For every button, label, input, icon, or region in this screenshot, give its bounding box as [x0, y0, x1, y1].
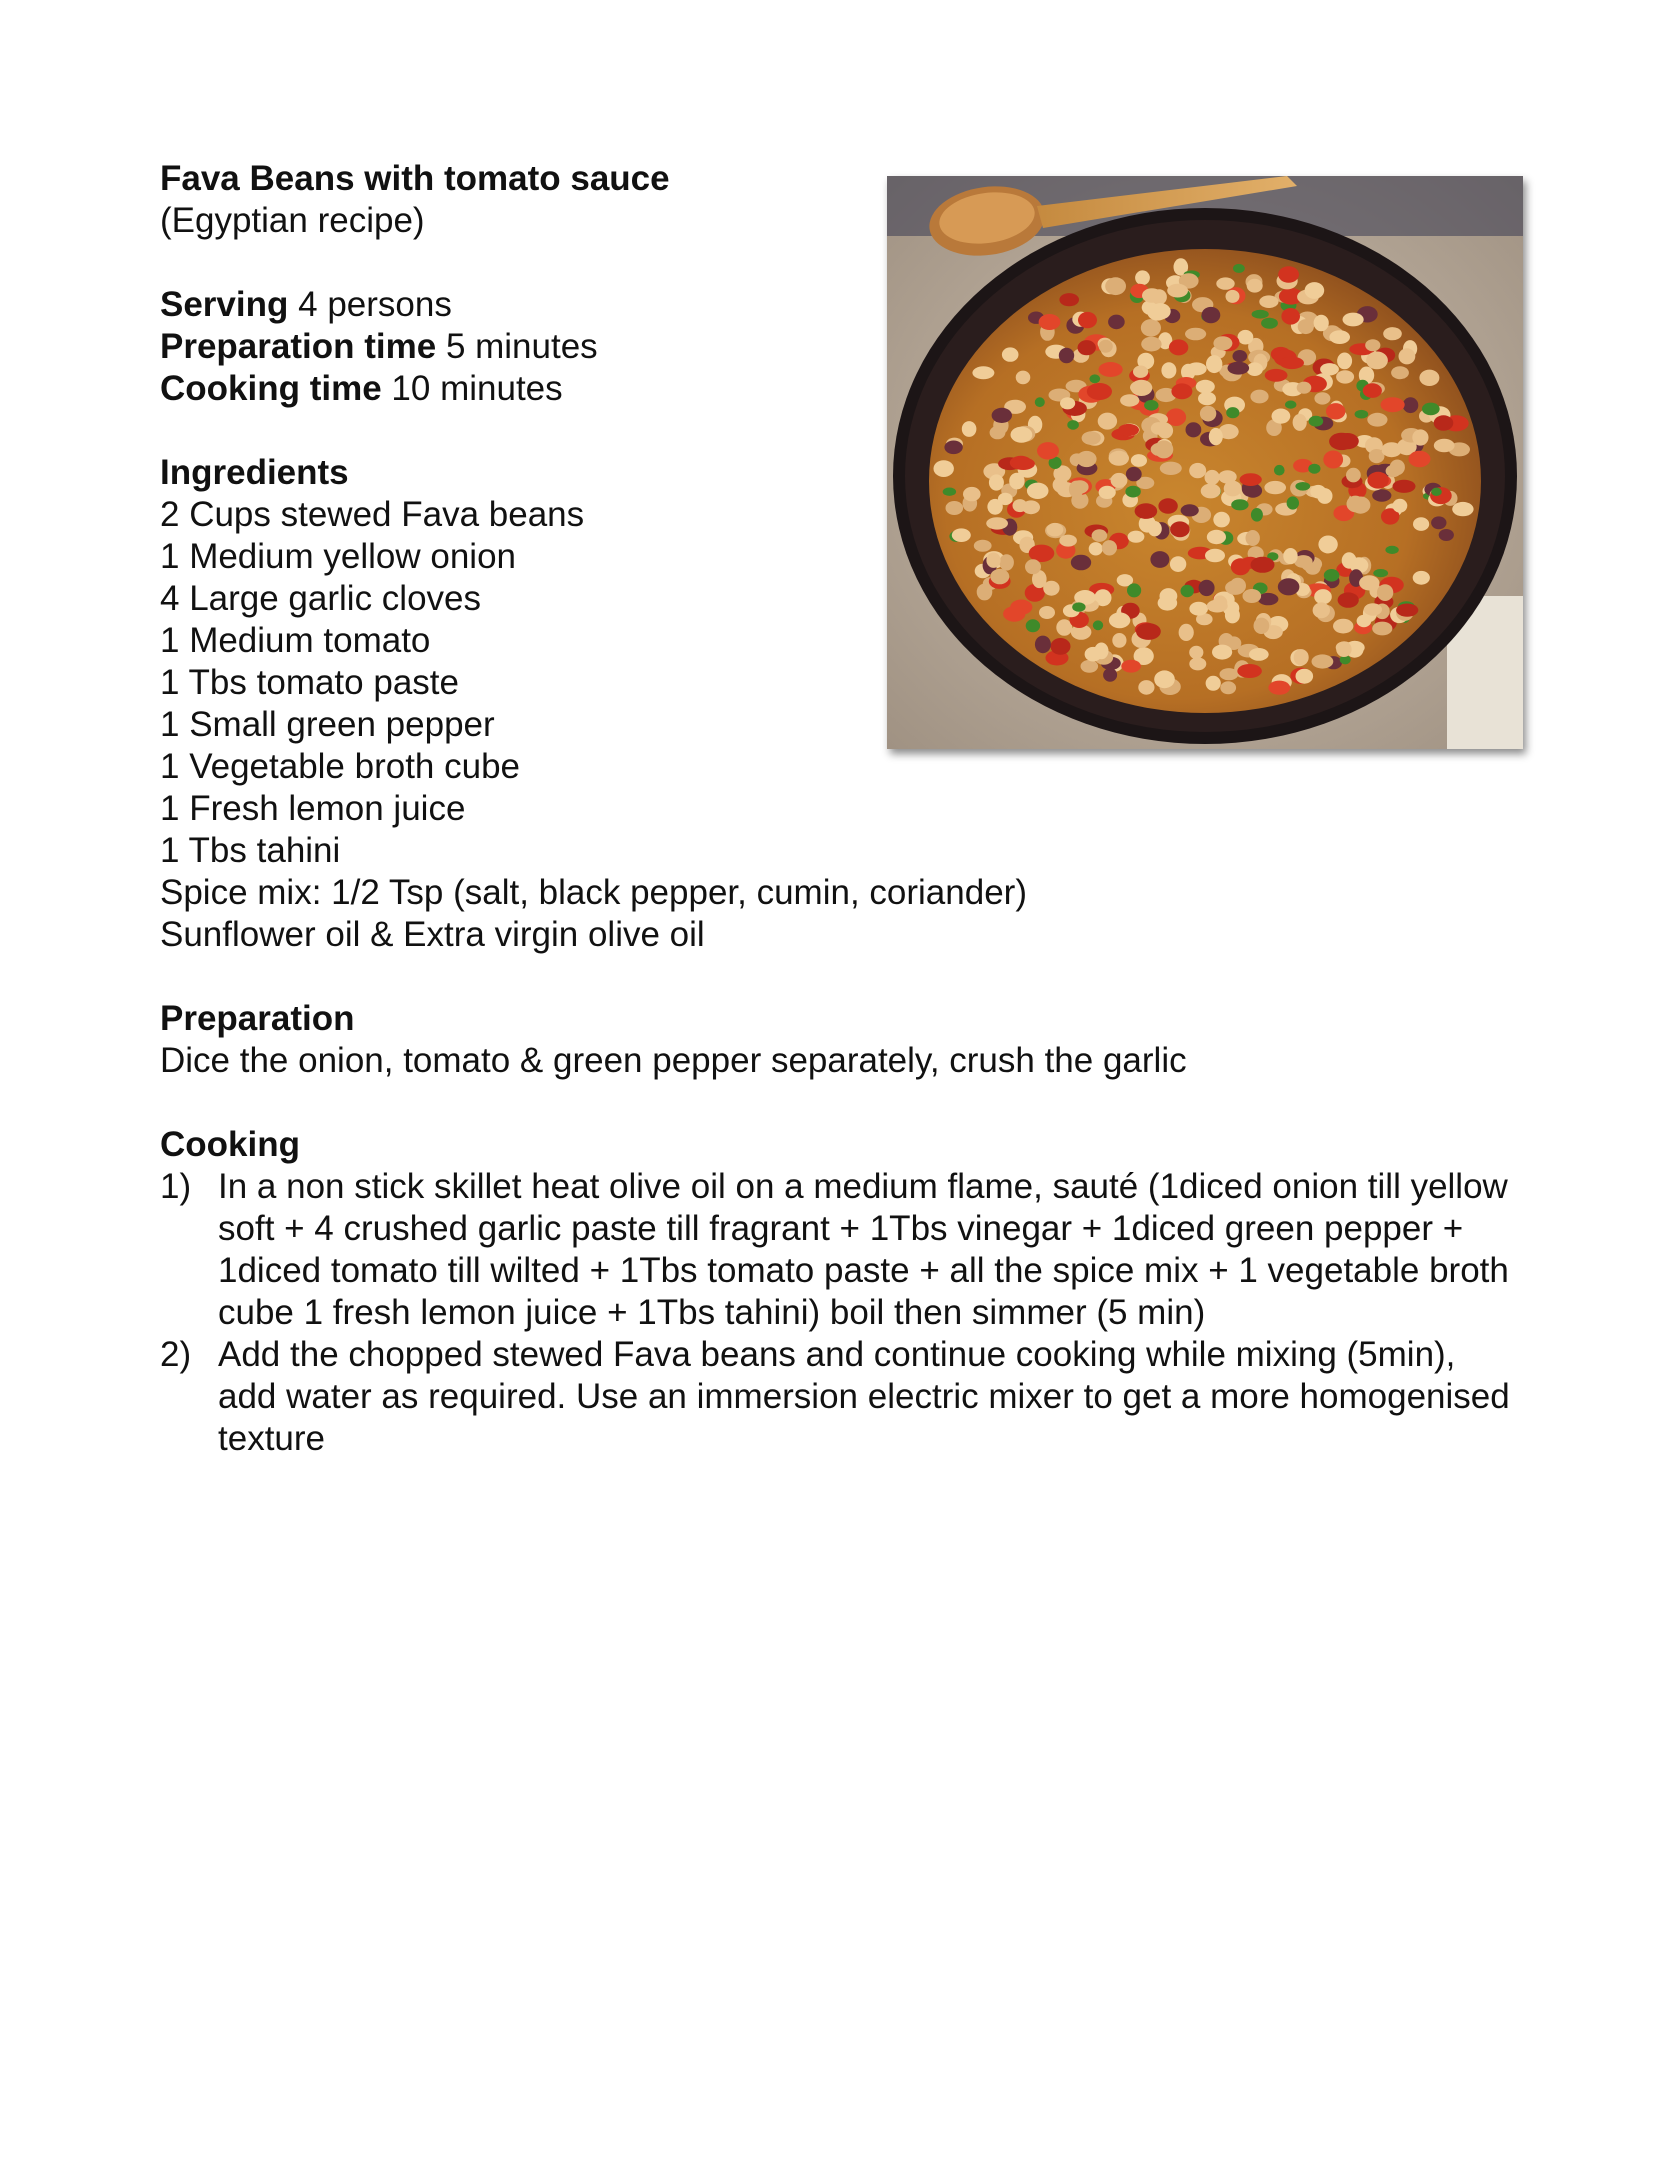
dish-texture	[1170, 521, 1190, 537]
dish-texture	[1167, 284, 1188, 298]
dish-texture	[1077, 451, 1097, 467]
dish-texture	[1357, 615, 1372, 627]
dish-texture	[1155, 440, 1174, 458]
ingredient-item: 1 Medium tomato	[160, 621, 431, 660]
dish-texture	[1141, 319, 1161, 337]
dish-texture	[1151, 422, 1166, 435]
dish-texture	[1231, 499, 1248, 510]
ingredient-item: 1 Medium yellow onion	[160, 537, 517, 576]
dish-texture	[1278, 266, 1299, 283]
dish-texture	[944, 441, 962, 455]
dish-texture	[1089, 374, 1100, 383]
dish-texture	[1011, 427, 1033, 443]
dish-texture	[1343, 313, 1364, 327]
dish-texture	[1169, 339, 1188, 355]
step-text: In a non stick skillet heat olive oil on a medium flame, sauté (1diced onion till yellow soft + 4 crushed garlic paste till fragrant + 1Tbs vinegar + 1diced green pepper + 1diced tomato till wilted + 1Tbs tomato paste + all the spice mix + 1 vegetable broth cube 1 fresh lemon juice + 1Tbs tahini) boil then simmer (5 min)	[218, 1167, 1509, 1332]
dish-texture	[1336, 370, 1354, 383]
dish-texture	[1313, 602, 1330, 618]
dish-texture	[1206, 676, 1221, 691]
dish-texture	[1133, 366, 1148, 378]
cooking-heading: Cooking	[160, 1125, 300, 1164]
dish-texture	[1238, 330, 1254, 345]
dish-texture	[1272, 409, 1291, 424]
dish-texture	[1364, 603, 1382, 615]
dish-texture	[1212, 645, 1232, 660]
cooking-step	[160, 1166, 1518, 1334]
dish-texture	[1226, 290, 1240, 303]
cook-time-value: 10 minutes	[391, 369, 563, 408]
dish-texture	[1201, 484, 1221, 499]
dish-texture	[1059, 348, 1074, 364]
dish-texture	[1131, 380, 1153, 396]
ingredient-item: Spice mix: 1/2 Tsp (salt, black pepper, cumin, coriander)	[160, 873, 1027, 912]
dish-texture	[1135, 503, 1158, 519]
dish-texture	[1314, 589, 1332, 604]
dish-texture	[1102, 540, 1117, 555]
dish-texture	[1281, 308, 1300, 325]
dish-texture	[1431, 488, 1442, 496]
dish-texture	[1323, 451, 1343, 469]
dish-texture	[1098, 413, 1117, 430]
dish-texture	[1254, 618, 1270, 634]
dish-photo	[887, 176, 1523, 749]
step-number: 1)	[160, 1167, 192, 1206]
dish-texture	[1386, 465, 1401, 477]
ingredient-item: 1 Tbs tahini	[160, 831, 341, 870]
dish-texture	[1170, 556, 1186, 572]
dish-texture	[977, 584, 993, 601]
ingredients-heading: Ingredients	[160, 453, 349, 492]
skillet-image	[887, 176, 1523, 749]
dish-texture	[1120, 394, 1139, 406]
dish-texture	[1078, 340, 1096, 355]
dish-texture	[1365, 339, 1380, 351]
dish-texture	[1434, 415, 1454, 430]
dish-texture	[1109, 612, 1130, 628]
dish-texture	[1003, 606, 1025, 622]
dish-texture	[1396, 604, 1418, 617]
ingredient-item: 1 Small green pepper	[160, 705, 495, 744]
dish-texture	[1434, 439, 1455, 453]
dish-texture	[1336, 641, 1351, 657]
dish-texture	[1326, 403, 1345, 419]
ingredient-item: 1 Fresh lemon juice	[160, 789, 466, 828]
dish-texture	[990, 426, 1006, 439]
dish-texture	[1249, 648, 1269, 661]
dish-texture	[1251, 557, 1275, 573]
dish-texture	[1189, 463, 1206, 478]
dish-texture	[1206, 355, 1222, 373]
dish-texture	[1320, 537, 1335, 553]
dish-texture	[1118, 424, 1139, 436]
dish-texture	[1393, 480, 1416, 493]
dish-texture	[1329, 433, 1354, 450]
dish-texture	[1297, 382, 1312, 394]
dish-texture	[1025, 559, 1041, 574]
dish-texture	[1181, 504, 1199, 516]
dish-texture	[1422, 403, 1440, 416]
step-text: Add the chopped stewed Fava beans and continue cooking while mixing (5min), add water as required. Use an immersion electric mixer to get a more homogenised texture	[218, 1335, 1510, 1458]
dish-texture	[1320, 363, 1339, 375]
dish-texture	[1225, 580, 1245, 595]
dish-texture	[1002, 347, 1019, 361]
dish-texture	[1012, 458, 1035, 470]
dish-texture	[1296, 669, 1314, 684]
dish-texture	[1391, 366, 1409, 379]
dish-texture	[1121, 660, 1141, 673]
dish-texture	[989, 474, 1004, 490]
dish-texture	[1213, 512, 1230, 528]
dish-texture	[1305, 282, 1325, 299]
dish-texture	[1053, 477, 1068, 492]
prep-time-label: Preparation time	[160, 327, 437, 366]
dish-texture	[1452, 502, 1473, 516]
dish-texture	[946, 501, 964, 515]
dish-texture	[1338, 592, 1359, 607]
dish-texture	[1186, 422, 1202, 437]
dish-texture	[1047, 523, 1064, 537]
dish-texture	[1216, 277, 1234, 289]
dish-texture	[1312, 654, 1334, 668]
dish-texture	[1037, 442, 1059, 459]
dish-texture	[1103, 668, 1117, 682]
dish-texture	[1099, 486, 1116, 499]
ingredient-item: 4 Large garlic cloves	[160, 579, 481, 618]
dish-texture	[1280, 357, 1304, 369]
dish-texture	[1026, 619, 1040, 632]
dish-texture	[1247, 279, 1263, 293]
dish-texture	[1261, 318, 1278, 329]
dish-texture	[1186, 362, 1206, 375]
dish-texture	[1207, 530, 1226, 544]
dish-texture	[1287, 496, 1299, 509]
dish-texture	[1240, 473, 1262, 486]
dish-texture	[1285, 401, 1296, 409]
dish-texture	[1092, 529, 1108, 542]
dish-texture	[1043, 581, 1059, 596]
dish-texture	[1413, 517, 1429, 531]
dish-texture	[1264, 481, 1286, 494]
dish-texture	[1363, 383, 1382, 398]
dish-texture	[1359, 575, 1379, 590]
dish-texture	[1373, 569, 1388, 577]
dish-texture	[1082, 431, 1101, 445]
dish-texture	[1059, 535, 1077, 547]
dish-texture	[1160, 462, 1182, 475]
dish-texture	[1205, 470, 1220, 485]
dish-texture	[1314, 392, 1330, 404]
dish-texture	[1278, 578, 1300, 595]
dish-texture	[999, 554, 1014, 570]
dish-texture	[1158, 498, 1177, 513]
dish-texture	[1128, 531, 1145, 543]
dish-texture	[1213, 336, 1232, 350]
dish-texture	[986, 553, 1000, 568]
dish-texture	[1022, 500, 1040, 514]
dish-texture	[1105, 277, 1126, 295]
dish-texture	[1224, 481, 1242, 497]
dish-texture	[1233, 264, 1245, 273]
dish-texture	[1185, 328, 1206, 341]
dish-texture	[1309, 416, 1324, 427]
dish-texture	[1094, 643, 1108, 660]
dish-texture	[1087, 383, 1112, 400]
dish-texture	[972, 366, 994, 379]
dish-texture	[1125, 486, 1140, 498]
dish-texture	[1317, 488, 1332, 504]
dish-texture	[1189, 646, 1203, 659]
dish-texture	[1035, 636, 1051, 654]
dish-texture	[1385, 546, 1398, 554]
dish-texture	[1329, 330, 1350, 344]
dish-texture	[1403, 397, 1419, 413]
dish-texture	[1199, 580, 1215, 596]
dish-texture	[1298, 319, 1314, 334]
dish-texture	[1112, 633, 1126, 648]
dish-texture	[1051, 638, 1071, 655]
dish-texture	[1126, 467, 1142, 481]
dish-texture	[1089, 542, 1103, 555]
ingredient-item: Sunflower oil & Extra virgin olive oil	[160, 915, 705, 954]
dish-texture	[1181, 585, 1194, 597]
dish-texture	[1439, 529, 1454, 541]
dish-texture	[1189, 602, 1208, 616]
dish-texture	[943, 488, 956, 496]
dish-texture	[1295, 482, 1310, 491]
dish-texture	[1314, 315, 1329, 332]
dish-texture	[1293, 414, 1307, 431]
dish-texture	[1205, 549, 1225, 563]
dish-texture	[1069, 481, 1084, 498]
dish-texture	[1135, 270, 1150, 285]
dish-texture	[1039, 314, 1061, 330]
dish-texture	[1247, 362, 1263, 376]
dish-texture	[952, 528, 971, 542]
dish-texture	[1233, 350, 1248, 362]
dish-texture	[1035, 397, 1045, 407]
cooking-steps	[160, 1166, 1510, 1460]
serving-label: Serving	[160, 285, 289, 324]
dish-texture	[1200, 406, 1216, 422]
dish-texture	[1431, 516, 1446, 529]
dish-texture	[1337, 353, 1352, 370]
dish-texture	[1251, 508, 1263, 522]
dish-texture	[1226, 407, 1239, 418]
dish-texture	[1409, 451, 1431, 467]
dish-texture	[1243, 589, 1262, 603]
dish-texture	[1259, 295, 1278, 308]
dish-texture	[1196, 380, 1215, 394]
dish-texture	[1367, 413, 1387, 427]
dish-texture	[986, 517, 1008, 529]
serving-value: 4 persons	[298, 285, 452, 324]
dish-texture	[990, 569, 1009, 584]
dish-texture	[1308, 464, 1320, 474]
dish-texture	[1333, 619, 1353, 634]
dish-texture	[1109, 451, 1129, 466]
dish-texture	[1108, 315, 1125, 330]
dish-texture	[1150, 551, 1169, 568]
dish-texture	[1081, 660, 1099, 673]
dish-texture	[1393, 499, 1408, 513]
dish-texture	[1166, 408, 1186, 426]
dish-texture	[1413, 571, 1430, 585]
dish-texture	[1202, 307, 1221, 323]
dish-texture	[1209, 428, 1223, 445]
dish-texture	[1381, 397, 1405, 412]
dish-texture	[1412, 429, 1428, 445]
dish-texture	[1342, 552, 1357, 568]
dish-texture	[1250, 390, 1268, 404]
dish-texture	[1072, 602, 1085, 611]
dish-texture	[1067, 420, 1079, 430]
dish-texture	[1138, 680, 1154, 695]
dish-texture	[1220, 681, 1236, 694]
dish-texture	[1274, 465, 1285, 476]
dish-texture	[1372, 489, 1391, 501]
dish-texture	[1372, 622, 1392, 636]
prep-time-value: 5 minutes	[445, 327, 598, 366]
dish-texture	[1355, 410, 1369, 419]
dish-texture	[1016, 371, 1031, 385]
dish-texture	[962, 421, 977, 437]
dish-texture	[1161, 362, 1176, 378]
dish-texture	[1027, 483, 1049, 499]
preparation-text: Dice the onion, tomato & green pepper separately, crush the garlic	[160, 1041, 1187, 1080]
step-number: 2)	[160, 1335, 192, 1374]
dish-texture	[1171, 383, 1192, 399]
dish-texture	[1228, 362, 1250, 375]
dish-texture	[1419, 370, 1439, 386]
ingredient-item: 2 Cups stewed Fava beans	[160, 495, 585, 534]
preparation-heading: Preparation	[160, 999, 355, 1038]
dish-texture	[1268, 681, 1290, 695]
dish-texture	[1231, 558, 1250, 575]
dish-texture	[974, 540, 992, 552]
dish-texture	[1136, 623, 1161, 640]
dish-texture	[1059, 293, 1079, 306]
dish-texture	[963, 487, 981, 501]
dish-texture	[1093, 620, 1103, 630]
dish-texture	[1265, 369, 1288, 382]
dish-texture	[1399, 348, 1416, 364]
dish-texture	[1099, 340, 1113, 353]
dish-texture	[1127, 583, 1141, 597]
dish-texture	[998, 493, 1013, 505]
dish-texture	[1252, 310, 1269, 319]
dish-texture	[1294, 649, 1309, 665]
dish-texture	[1207, 600, 1228, 613]
cooking-step	[160, 1334, 1518, 1460]
dish-texture	[1246, 530, 1260, 546]
dish-texture	[1237, 664, 1262, 678]
dish-texture	[1148, 521, 1162, 536]
dish-texture	[1060, 397, 1075, 409]
dish-texture	[1351, 497, 1371, 514]
ingredient-item: 1 Vegetable broth cube	[160, 747, 521, 786]
dish-texture	[1381, 442, 1401, 457]
dish-texture	[1150, 303, 1170, 319]
ingredient-item: 1 Tbs tomato paste	[160, 663, 459, 702]
dish-texture	[1189, 657, 1206, 670]
dish-texture	[1071, 555, 1091, 571]
dish-texture	[1158, 595, 1178, 610]
dish-texture	[1142, 288, 1162, 303]
dish-texture	[1324, 569, 1340, 582]
dish-texture	[1346, 468, 1361, 483]
dish-texture	[1367, 472, 1388, 489]
dish-texture	[1144, 400, 1158, 411]
dish-texture	[1377, 584, 1393, 601]
dish-texture	[1366, 352, 1388, 370]
dish-texture	[1111, 473, 1128, 488]
dish-texture	[1154, 670, 1175, 688]
dish-texture	[1099, 362, 1123, 377]
dish-texture	[1179, 624, 1194, 641]
dish-texture	[1078, 312, 1097, 328]
dish-texture	[1283, 548, 1297, 564]
dish-texture	[992, 408, 1012, 423]
dish-texture	[1141, 337, 1161, 352]
cook-time-label: Cooking time	[160, 369, 382, 408]
dish-texture	[1383, 327, 1402, 340]
dish-texture	[1039, 606, 1055, 619]
recipe-subtitle: (Egyptian recipe)	[160, 201, 425, 240]
dish-texture	[1198, 392, 1216, 406]
recipe-title: Fava Beans with tomato sauce	[160, 159, 670, 198]
dish-texture	[1131, 454, 1147, 467]
dish-texture	[934, 460, 954, 477]
